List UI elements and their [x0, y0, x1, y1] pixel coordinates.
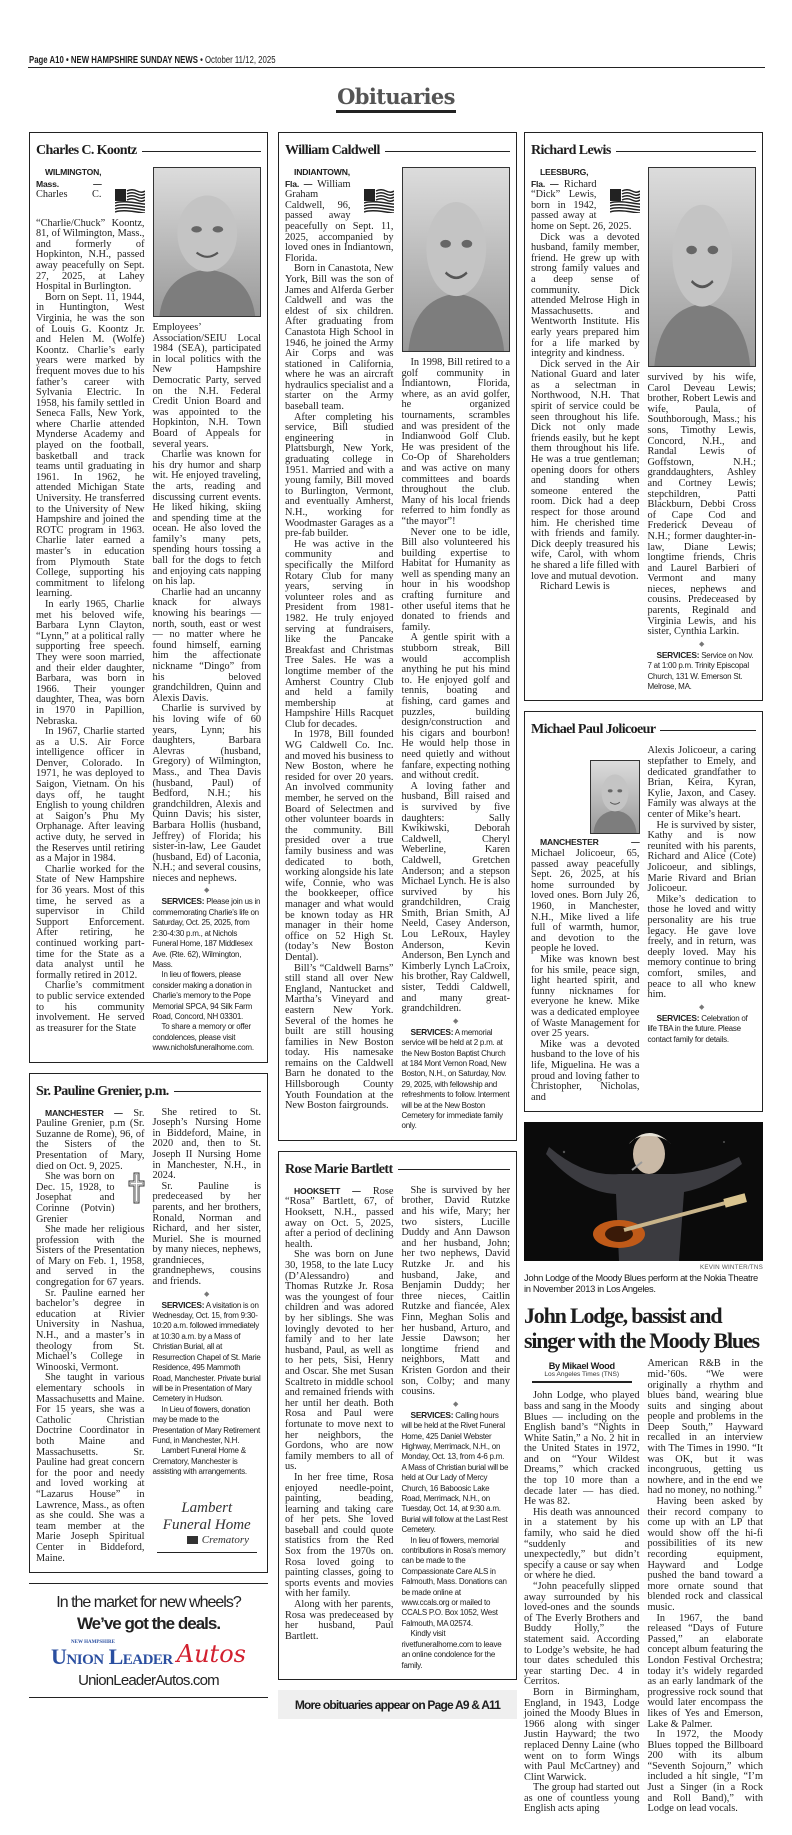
logo-wordmark	[51, 1640, 173, 1668]
obituary-name	[285, 1162, 510, 1178]
byline-source: Los Angeles Times (TNS)	[544, 1371, 620, 1379]
headline-line: John Lodge, bassist and	[524, 1303, 722, 1329]
issue-date: October 11/12, 2025	[204, 55, 276, 66]
page-masthead	[29, 55, 276, 66]
logo-name: Lambert Funeral Home	[162, 1499, 251, 1533]
obituary-columns	[531, 746, 756, 1103]
paragraph	[36, 981, 145, 1034]
headline-line: singer with the Moody Blues	[524, 1328, 759, 1354]
obituary-name-text: Michael Paul Jolicoeur	[531, 722, 656, 738]
portrait-photo	[402, 167, 511, 352]
paragraph	[524, 1582, 640, 1688]
photo-caption: John Lodge of the Moody Blues perform at the Nokia Theatre in November 2013 in Los Angeles.	[524, 1272, 758, 1295]
paragraph	[36, 1108, 145, 1173]
paragraph-text: Mike’s dedication to those he loved and witty personality are his true legacy. He gave love freely, and in return, was deeply loved. May his memory continue to bring comfort, smiles, and peace to all who knew him.	[647, 893, 756, 1001]
obituary-column	[648, 746, 757, 1103]
paragraph	[285, 1250, 394, 1472]
separator-diamond-icon: ◆	[204, 1289, 210, 1298]
paragraph-text: He is survived by sister, Kathy and is now reunited with his parents, Richard and Alice (Cote) Jolicoeur, and siblings, Marie Rivard and Brian Jolicoeur.	[647, 819, 756, 895]
paragraph-text: She was born on June 30, 1958, to the late Lucy (D’Alessandro) and Thomas Rutzke Jr. Rosa was the youngest of four children and was adored by her siblings. She was lovingly devoted to her family and to her late husband, Paul, as well as to her pets, Sisi, Henry and Oscar. She met Susan Scaltreto in middle school and remained friends with her until her death. Both Rosa and Paul were fortunate to move next to her neighbors, the Gordons, who are now family members to all of us.	[285, 1249, 394, 1473]
paragraph-text: Alexis Jolicoeur, a caring stepfather to Emely, and dedicated grandfather to Brian, Keira, Kyran, Kylie, Jaxon, and Casey. Family was always at the center of Mike’s heart.	[647, 745, 756, 821]
obituary-column	[402, 1186, 511, 1671]
paragraph-text: Richard “Dick” Lewis, born in 1942, passed away at home on Sept. 26, 2025.	[531, 178, 632, 232]
paragraph	[36, 1225, 145, 1289]
paragraph-text: Employees’ Association/SEIU Local 1984 (SEA), participated in local politics with the New Hampshire Democratic Party, served on the N.H. Federal Credit Union Board and was appointed to the Hopkinton, N.H. Town Board of Appeals for several years.	[152, 322, 261, 450]
paragraph	[531, 582, 640, 593]
paragraph-text: Never one to be idle, Bill also volunteered his building expertise to Habitat for Humanity as well as spending many an hour in his woodshop crafting furniture and other useful items that he donated to friends and family.	[401, 526, 510, 633]
obituary-column	[285, 1186, 394, 1671]
logo-sub	[157, 1534, 258, 1546]
services-detail: In lieu of flowers, memorial contributions in Rosa’s memory can be made to the Compassionate Care ALS in Falmouth, Mass. Donations can be made online at www.ccals.org or mailed to CCALS P.O. Box 1052, West Falmouth, MA 02574.	[401, 1535, 507, 1628]
paragraph	[648, 746, 757, 820]
paragraph	[648, 1614, 764, 1731]
header-rule	[28, 67, 765, 68]
article-headline	[524, 1303, 763, 1353]
obituary-column	[285, 167, 394, 1132]
paragraph	[285, 264, 394, 412]
section-title	[0, 84, 792, 113]
paragraph-text: Sr. Pauline is predeceased by her parents, and her brothers, Ronald, Norman and Richard, and her sister, Muriel. She is mourned by many nieces, nephews, grandnieces, grandnephews, cousins and friends.	[152, 1180, 261, 1288]
union-leader-autos-ad[interactable]	[29, 1583, 268, 1698]
paragraph-text: She made her religious profession with the Sisters of the Presentation of Mary on Feb. 1, 1958, and served in the congregation for 67 years.	[36, 1224, 145, 1289]
separator: •	[66, 55, 69, 66]
paragraph-text: In 1967, the band released “Days of Future Passed,” an elaborate concept album featuring the London Festival Orchestra; today it’s widely regarded as an early landmark of the progressive rock sound that would later encompass the likes of Yes and Emerson, Lake & Palmer.	[647, 1612, 763, 1730]
portrait-photo	[648, 167, 757, 367]
paragraph	[285, 540, 394, 731]
obituary-jolicoeur	[524, 711, 763, 1112]
paragraph	[648, 1730, 764, 1815]
obituary-lewis	[524, 132, 763, 701]
paragraph	[648, 373, 757, 638]
services-label: SERVICES:	[410, 1409, 454, 1420]
paragraph-text: A loving father and husband, Bill raised and is survived by five daughters: Sally Kwikiwski, Deborah Caldwell, Cheryl Weberline, Karen Caldwell, Gretchen Anderson; and a stepson Michael Lynch. He is also survived by his grandchildren, Craig Smith, Brian Smith, AJ Neeld, Casey Anderson, Lou LeRoux, Hayley Anderson, Kevin Anderson, Ben Lynch and Kimberly Lynch LaCroix, his brother, Ray Caldwell, sister, Teddi Caldwell, and many great-grandchildren.	[401, 780, 510, 1015]
paragraph	[36, 1373, 145, 1564]
paragraph	[153, 450, 262, 588]
paragraph	[648, 895, 757, 1001]
ad-url-link[interactable]: UnionLeaderAutos.com	[78, 1672, 219, 1690]
paragraph-text: Charlie was known for his dry humor and sharp wit. He enjoyed traveling, the arts, reading and discussing current events. He liked hiking, skiing and spending time at the ocean. He also loved the family’s many pets, spending hours tossing a ball for the dogs to fetch and enjoying cats napping on his lap.	[152, 449, 261, 588]
ad-line-1: In the market for new wheels?	[56, 1594, 241, 1612]
separator-diamond-icon: ◆	[453, 1399, 459, 1408]
paragraph-text: She taught in various elementary schools in Massachusetts and Maine. For 15 years, she was a Catholic Christian Doctrine Coordinator in both Maine and Massachusetts. Sr. Pauline had great concern for the poor and needy and loved working at “Lazarus House” in Lawrence, Mass., as often as she could. She was a team member at the Marie Joseph Spiritual Center in Biddeford, Maine.	[36, 1372, 145, 1564]
paragraph	[153, 704, 262, 884]
dateline: WILMINGTON, Mass. —	[36, 167, 102, 189]
paragraph	[36, 865, 145, 982]
concert-photo	[524, 1122, 763, 1261]
paragraph	[531, 167, 640, 233]
paragraph-text: Bill’s “Caldwell Barns” still stand all over New England, Nantucket and Martha’s Vineyard and eastern New York. Several of the homes he built are still housing families in New Boston today. His namesake remains on the Caldwell Barn he donated to the Hillsborough County Youth Foundation at the New Boston fairgrounds.	[285, 962, 394, 1112]
paragraph-text: In 1972, the Moody Blues topped the Billboard 200 with its album “Seventh Sojourn,” which included a hit single, “I’m Just a Singer (in a Rock and Roll Band),” with Lodge on lead vocals.	[647, 1729, 763, 1815]
paragraph	[531, 1040, 640, 1104]
dateline: LEESBURG, Fla. —	[531, 167, 589, 189]
paragraph	[285, 964, 394, 1112]
paragraph-text: Charlie had an uncanny knack for always knowing his bearings — north, south, east or west — no matter where he found himself, earning him the affectionate nickname “Dingo” from his beloved grandchildren, Quinn and Alexis Davis.	[152, 586, 261, 704]
services-text	[648, 1013, 757, 1045]
paragraph	[531, 233, 640, 360]
paragraph	[402, 633, 511, 781]
services-text	[402, 1027, 511, 1132]
paragraph	[402, 528, 511, 634]
paragraph	[285, 413, 394, 540]
services-text	[153, 970, 262, 1022]
inset-portrait-photo	[590, 760, 640, 834]
paragraph	[531, 360, 640, 582]
paragraph	[531, 746, 640, 955]
obituary-name-text: Charles C. Koontz	[36, 143, 137, 158]
paragraph-text: After completing his service, Bill studied engineering in Plattsburgh, New York, graduating college in 1951. Married and with a young family, Bill moved to Burlington, Vermont, and eventually Amherst, N.H., working for Woodmaster Garages as a pre-fab builder.	[285, 411, 394, 540]
logo-small-text: NEW HAMPSHIRE	[71, 1640, 115, 1646]
separator: •	[200, 55, 203, 66]
paragraph	[36, 600, 145, 727]
crematory-icon	[187, 1536, 198, 1544]
paragraph-text: Charlie is survived by his loving wife of 60 years, Lynn; his daughters, Barbara Alevras (husband, Gregory) of Wilmington, Mass., and Thea Davis (husband, Paul) of Bedford, N.H.; his grandchildren, Alexis and Quinn Davis; his sister, Barbara Hollis (husband, Jeffrey) of Florida; his sister-in-law, Lee Gaudet (husband, Ed) of Laconia, N.H.; and several cousins, nieces and nephews.	[152, 703, 261, 884]
separator-diamond-icon: ◆	[204, 886, 210, 895]
paragraph	[524, 1688, 640, 1783]
byline-author: By Mikael Wood	[548, 1361, 615, 1372]
obituary-name	[36, 1084, 261, 1100]
flag-icon	[355, 189, 394, 217]
paragraph-text: Charlie’s commitment to public service extended to his community involvement. He served as treasurer for the State	[36, 980, 145, 1034]
services-detail: Celebration of life TBA in the future. Please contact family for details.	[647, 1013, 748, 1044]
section-title-text: Obituaries	[336, 84, 456, 113]
dateline: MANCHESTER —	[45, 1107, 123, 1118]
services-detail: A visitation is on Wednesday, Oct. 15, from 9:30-10:20 a.m. followed immediately at 10:30 a.m. by a Mass of Christian Burial, all at Resurrection Chapel of St. Marie Residence, 495 Mammoth Road, Manchester. Private burial will be in Presentation of Mary Cemetery in Hudson.	[152, 1300, 261, 1404]
article-column	[648, 1359, 764, 1815]
services-text	[153, 1405, 262, 1447]
paragraph	[153, 1108, 262, 1182]
services-label: SERVICES:	[410, 1026, 454, 1037]
obituary-name-text: Rose Marie Bartlett	[285, 1161, 393, 1177]
obituary-name	[531, 722, 756, 738]
services-text	[153, 1446, 262, 1477]
services-detail: Service on Nov. 7 at 1:00 p.m. Trinity Episcopal Church, 131 W. Emerson St. Melrose, MA.	[647, 650, 754, 692]
paragraph-text: Born in Birmingham, England, in 1943, Lodge joined the Moody Blues in 1966 along with singer Justin Hayward; the two replaced Denny Laine (who went on to form Wings with Paul McCartney) and Clint Warwick.	[524, 1686, 640, 1783]
paragraph	[285, 1600, 394, 1642]
paragraph-text: In 1998, Bill retired to a golf community in Indiantown, Florida, where, as an avid golfer, he organized tournaments, scrambles and was president of the Indianwood Golf Club. He was president of the Co-Op of Shareholders and was active on many committees and boards throughout the club. Many of his local friends referred to him fondly as “the mayor”!	[401, 357, 511, 527]
obituary-name	[285, 143, 510, 159]
page-column-middle	[278, 132, 517, 1739]
paragraph-text: She is survived by her brother, David Rutzke and his wife, Mary; her two sisters, Lucille Duddy and Ann Dawson and her husband, John; her two nephews, David Rutzke Jr. and his husband, Jake, and Benjamin Duddy; her three nieces, Caitlin Rutzke and fiancée, Alex Finn, Meghan Solis and her husband, Arturo, and Jessie Dawson; her longtime friend and neighbors, Matt and Kristen Gordon and their son, Colby; and many cousins.	[401, 1184, 510, 1398]
paragraph	[524, 1508, 640, 1582]
paragraph	[153, 1182, 262, 1288]
paragraph	[36, 293, 145, 600]
obituary-name-text: William Caldwell	[285, 143, 380, 158]
paragraph	[648, 1497, 764, 1614]
article-body	[524, 1359, 763, 1815]
page-column-left	[29, 132, 268, 1718]
obituary-caldwell	[278, 132, 517, 1141]
separator-diamond-icon: ◆	[699, 1002, 705, 1011]
article-column	[524, 1359, 640, 1815]
dateline: HOOKSETT —	[294, 1185, 361, 1196]
obituary-name-text: Sr. Pauline Grenier, p.m.	[36, 1083, 169, 1099]
services-detail: To share a memory or offer condolences, please visit www.nicholsfuneralhome.com.	[152, 1022, 254, 1053]
obituary-name-text: Richard Lewis	[531, 143, 611, 158]
paragraph-text: John Lodge, who played bass and sang in the Moody Blues — including on the English band’s “Nights in White Satin,” a No. 2 hit in the United States in 1972, and on “Your Wildest Dreams,” which cracked the top 10 more than a decade later — has died. He was 82.	[524, 1390, 640, 1508]
paragraph-text: In 1978, Bill founded WG Caldwell Co. Inc. and moved his business to New Boston, where he resided for over 20 years. An involved community member, he served on the Board of Selectmen and other volunteer boards in the community. Bill presided over a true family business and was dedicated to both, working alongside his late wife, Connie, who was the bookkeeper, office manager and what would be known today as HR manager in their home office on 52 High St. (today’s New Boston Dental).	[285, 729, 394, 963]
paragraph-text: “John peacefully slipped away surrounded by his loved-ones and the sounds of The Everly Brothers and Buddy Holly,” the statement said. According to Lodge’s website, he had tour dates scheduled this year starting Dec. 4 in Cerritos.	[524, 1581, 640, 1688]
paragraph-text: Dick served in the Air National Guard and later as a selectman in Northwood, N.H. That spirit of service could be seen throughout his life. Dick not only made friends easily, but he kept them throughout his life. He was a true gentleman; opening doors for others and standing when someone entered the room. Dick had a deep respect for those around him. He cherished time with friends and family. Dick deeply treasured his wife, Carol, with whom he shared a life filled with love and mutual devotion.	[531, 358, 640, 582]
more-obituaries-note: More obituaries appear on Page A9 & A11	[278, 1690, 517, 1719]
separator-diamond-icon: ◆	[453, 1016, 459, 1025]
paragraph	[36, 727, 145, 865]
services-detail: A memorial service will be held at 2 p.m. at the New Boston Baptist Church at 184 Mont Vernon Road, New Boston, N.H., on Saturday, Nov. 29, 2025, with fellowship and refreshments to follow. Interment will be at the New Boston Cemetery for immediate family only.	[401, 1027, 510, 1131]
ad-line-2: We’ve got the deals.	[76, 1614, 221, 1634]
paragraph	[285, 1473, 394, 1600]
logo-sub-text: Crematory	[201, 1533, 249, 1546]
paragraph-text: American R&B in the mid-’60s. “We were originally a rhythm and blues band, wearing blue suits and singing about people and problems in the Deep South,” Hayward recalled in an interview with The Times in 1990. “It was OK, but it was incongruous, getting us nowhere, and in the end we had no money, no nothing.”	[647, 1358, 763, 1497]
page-number: Page A10	[29, 55, 64, 66]
paragraph-text: In 1967, Charlie started as a U.S. Air Force intelligence officer in Denver, Colorado. In 1971, he was deployed to Saigon, Vietnam. On his days off, he taught English to young children at Saigon’s Phu My Orphanage. After leaving active duty, he served in the Reserves until retiring as a Major in 1984.	[36, 726, 145, 865]
paragraph-text: Charles C. “Charlie/Chuck” Koontz, 81, of Wilmington, Mass., and formerly of Hopkinton, N.H., passed away peacefully on Sept. 27, 2025, at Lahey Hospital in Burlington.	[36, 189, 145, 293]
paragraph	[648, 1359, 764, 1497]
obituary-column	[36, 1108, 145, 1565]
obituary-column	[531, 167, 640, 692]
paragraph-text: In early 1965, Charlie met his beloved wife, Barbara Lynn Clayton, “Lynn,” at a political rally supporting free speech. They were soon married, and their elder daughter, Barbara, was born in 1966. Their younger daughter, Thea, was born in 1970 in Papillion, Nebraska.	[36, 598, 145, 727]
paragraph-text: Michael Jolicoeur, 65, passed away peacefully Sept. 26, 2025, at his home surrounded by loved ones. Born July 26, 1960, in Manchester, N.H., Mike lived a life full of warmth, humor, and devotion to the people he loved.	[531, 848, 640, 955]
obituary-column	[531, 746, 640, 1103]
obituary-columns	[285, 167, 510, 1132]
john-lodge-article	[524, 1122, 763, 1815]
paragraph	[36, 1172, 145, 1225]
paragraph-text: He was active in the community and specifically the Milford Rotary Club for many years, serving in volunteer roles and as President from 1981-1982. He truly enjoyed serving at fundraisers, like the Pancake Breakfast and Christmas Tree Sales. He was a longtime member of the Amherst Country Club and held a family membership at Hampshire Hills Racquet Club for decades.	[285, 538, 394, 730]
services-text	[402, 1410, 511, 1536]
services-detail: Please join us in commemorating Charlie’s life on Saturday, Oct. 25, 2025, from 2:30-4:30 p.m., at Nichols Funeral Home, 187 Middlesex Ave. (Rte. 62), Wilmington, Mass.	[152, 897, 261, 969]
paragraph-text: Born in Canastota, New York, Bill was the son of James and Alferda Gerber Caldwell and was the eldest of six children. After graduating from Canastota High School in 1946, he joined the Army Air Corps and was stationed in California, where he was an aircraft hydraulics specialist and a starter on the Army baseball team.	[285, 263, 394, 413]
paragraph	[36, 167, 145, 293]
obituary-columns	[36, 1108, 261, 1565]
obituary-columns	[285, 1186, 510, 1671]
obituary-grenier	[29, 1073, 268, 1574]
services-text	[402, 1536, 511, 1630]
paragraph	[524, 1783, 640, 1815]
services-detail: Lambert Funeral Home & Crematory, Manchester is assisting with arrangements.	[152, 1446, 247, 1477]
paragraph	[153, 588, 262, 705]
separator-diamond-icon: ◆	[699, 639, 705, 648]
paragraph-text: Sr. Pauline earned her bachelor’s degree in education at Rivier University in Nashua, N.H., and a master’s in theology from St. Michael’s College in Winooski, Vermont.	[36, 1287, 145, 1373]
obituary-name	[36, 143, 261, 159]
services-detail: In lieu of flowers, please consider making a donation in Charlie’s memory to the Pope Memorial SPCA, 94 Silk Farm Road, Concord, NH 03301.	[152, 970, 252, 1021]
services-detail: In Lieu of flowers, donation may be made to the Presentation of Mary Retirement Fund, in Manchester, N.H.	[152, 1404, 260, 1445]
obituary-column	[153, 1108, 262, 1565]
paragraph	[285, 167, 394, 264]
obituary-columns	[531, 167, 756, 692]
paragraph-text: Born on Sept. 11, 1944, in Huntington, West Virginia, he was the son of Louis G. Koontz Jr. and Helen M. (Wolfe) Koontz. Charlie’s early years were marked by frequent moves due to his father’s career with Sylvania Electric. In 1958, his family settled in Seneca Falls, New York, where Charlie attended Mynderse Academy and played on the football, basketball and track teams until graduating in 1961. In 1962, he attended Michigan State University. He transferred to the University of New Hampshire and joined the ROTC program in 1963. Charlie later earned a master’s in education from Plymouth State College, supporting his commitment to lifelong learning.	[36, 291, 145, 600]
obituary-column	[648, 167, 757, 692]
paragraph	[531, 955, 640, 1040]
paragraph	[524, 1391, 640, 1508]
flag-icon	[601, 189, 640, 217]
paragraph-text: His death was announced in a statement by his family, who said he died “suddenly and unexpectedly,” but didn’t specify a cause or say when or where he died.	[524, 1506, 640, 1582]
paragraph	[402, 1186, 511, 1398]
paragraph	[153, 323, 262, 450]
obituary-column	[402, 167, 511, 1132]
services-label: SERVICES:	[656, 649, 700, 660]
paragraph-text: Mike was known best for his smile, peace sign, light hearted spirit, and funny nicknames for everyone he knew. Mike was a dedicated employee of Waste Management for over 25 years.	[531, 954, 640, 1040]
paragraph	[285, 1186, 394, 1251]
paragraph-text: She was born on Dec. 15, 1928, to Josephat and Corinne (Potvin) Grenier	[36, 1171, 115, 1225]
paragraph-text: Sr. Pauline Grenier, p.m (Sr. Suzanne de Rome), 96, of the Sisters of the Presentation of Mary, died on Oct. 9, 2025.	[36, 1107, 145, 1172]
paragraph-text: A gentle spirit with a stubborn streak, Bill would accomplish anything he put his mind to. He enjoyed golf and tennis, boating and fishing, card games and puzzles, building design/construction and his cigars and bourbon! He would help those in need quietly and without fanfare, expecting nothing and without credit.	[401, 632, 510, 782]
paragraph-text: Along with her parents, Rosa was predeceased by her husband, Paul Bartlett.	[285, 1599, 394, 1642]
services-text	[153, 1300, 262, 1405]
logo-script-text: Autos	[176, 1640, 246, 1669]
portrait-photo	[153, 167, 262, 317]
services-text	[402, 1629, 511, 1671]
logo-brand-text: Union Leader	[51, 1644, 173, 1670]
paragraph-text: The group had started out as one of countless young English acts aping	[524, 1782, 640, 1815]
newspaper-name: NEW HAMPSHIRE SUNDAY NEWS	[70, 55, 198, 66]
union-leader-autos-logo	[29, 1640, 268, 1668]
page-column-right	[524, 132, 763, 1835]
services-detail: Kindly visit rivetfuneralhome.com to leave an online condolence for the family.	[401, 1629, 502, 1670]
services-label: SERVICES:	[161, 1299, 205, 1310]
photo-credit: KEVIN WINTER/TNS	[699, 1264, 763, 1272]
paragraph-text: Rose “Rosa” Bartlett, 67, of Hooksett, N.H., passed away on Oct. 5, 2025, after a period of declining health.	[285, 1185, 394, 1250]
obituary-name	[531, 143, 756, 159]
logo-rule	[157, 1552, 258, 1553]
services-detail: Calling hours will be held at the Rivet Funeral Home, 425 Daniel Webster Highway, Merrimack, N.H., on Monday, Oct. 13, from 4-6 p.m. A Mass of Christian burial will be held at Our Lady of Mercy Church, 16 Baboosic Lake Road, Merrimack, N.H., on Tuesday, Oct. 14, at 9:30 a.m. Burial will follow at the Last Rest Cemetery.	[401, 1410, 509, 1535]
paragraph-text: survived by his wife, Carol Deveau Lewis; brother, Robert Lewis and wife, Paula, of Southborough, Mass.; his sons, Timothy Lewis, Concord, N.H., and Randal Lewis of Goffstown, N.H.; granddaughters, Ashley and Cortney Lewis; stepchildren, Patti Blackburn, Debbi Cross of Cape Cod and Frederick Deveau of N.H.; former daughter-in-law, Diane Lewis; longtime friends, Chris and Laurel Barbieri of Vermont and many nieces, nephews and cousins. Predeceased by parents, Reginald and Virginia Lewis, and his sister, Cynthia Larkin.	[647, 372, 756, 638]
obituary-bartlett	[278, 1151, 517, 1680]
services-label: SERVICES:	[161, 896, 205, 907]
paragraph-text: She retired to St. Joseph’s Nursing Home in Biddeford, Maine, in 2020 and, then to St. Joseph II Nursing Home in Manchester, N.H., in 2024.	[152, 1106, 261, 1182]
paragraph-text: Richard Lewis is	[540, 581, 610, 593]
paragraph-text: William Graham Caldwell, 96, passed away peacefully on Sept. 11, 2025, accompanied by loved ones in Indiantown, Florida.	[285, 178, 394, 264]
services-text	[153, 896, 262, 970]
paragraph-text: Dick was a devoted husband, family member, friend. He grew up with strong family values and a deep sense of community. Dick attended Melrose High in Massachusetts. and Wentworth Institute. His early years prepared him for a life marked by integrity and kindness.	[531, 231, 640, 360]
byline	[532, 1361, 632, 1383]
services-label: SERVICES:	[656, 1012, 700, 1023]
paragraph-text: Charlie worked for the State of New Hampshire for 36 years. Most of this time, he served as a supervisor in Child Support Enforcement. After retiring, he continued working part-time for the State as a data analyst until he formally retired in 2012.	[36, 863, 145, 981]
cross-icon	[119, 1172, 145, 1208]
paragraph	[36, 1289, 145, 1374]
paragraph-text: In her free time, Rosa enjoyed needle-point, painting, beading, learning and taking care of her pets. She loved baseball and could quote statistics from the Red Sox from the 1970s on. Rosa loved going to painting classes, going to sports events and movies with her family.	[285, 1471, 394, 1600]
obituary-column	[36, 167, 145, 1054]
paragraph-text: Mike was a devoted husband to the love of his life, Miguelina. He was a proud and loving father to Christopher, Nicholas, and	[531, 1038, 640, 1103]
services-text	[153, 1022, 262, 1053]
paragraph	[648, 821, 757, 895]
paragraph	[402, 782, 511, 1015]
flag-icon	[106, 189, 145, 217]
funeral-home-logo	[157, 1500, 258, 1553]
obituary-koontz	[29, 132, 268, 1063]
obituary-column	[153, 167, 262, 1054]
dateline: MANCHESTER —	[540, 837, 640, 848]
services-text	[648, 650, 757, 693]
dateline: INDIANTOWN, Fla. —	[285, 167, 350, 189]
paragraph-text: Having been asked by their record company to come up with an LP that would show off the hi-fi possibilities of its new recording equipment, Hayward and Lodge pushed the band toward a more ornate sound that blended rock and classical music.	[647, 1496, 763, 1613]
obituary-columns	[36, 167, 261, 1054]
paragraph	[285, 730, 394, 963]
paragraph	[402, 358, 511, 528]
